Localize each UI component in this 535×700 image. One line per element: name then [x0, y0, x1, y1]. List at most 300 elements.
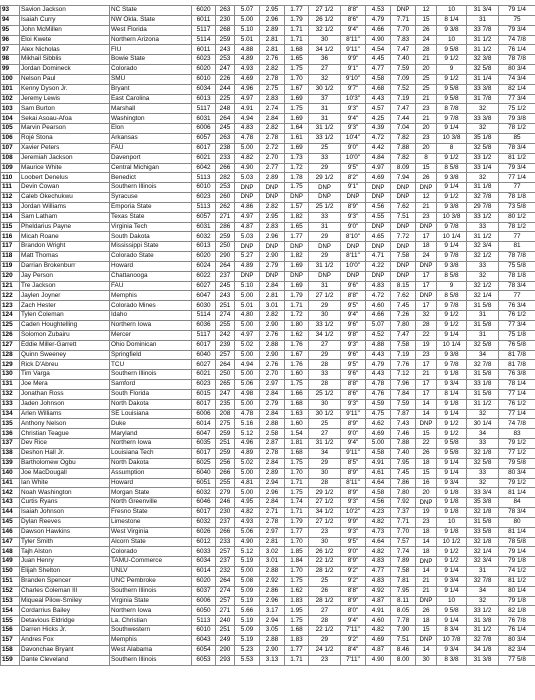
- broad-jump-cell: 9'9": [341, 517, 366, 527]
- ten-split-cell: 1.77: [285, 645, 309, 655]
- height-cell: 6006: [192, 596, 216, 606]
- twenty-split-cell: 2.77: [260, 163, 285, 173]
- rank-cell: 121: [1, 281, 20, 291]
- player-name-cell: Kenny Dyson Jr.: [20, 84, 110, 94]
- three-cone-cell: 7.47: [391, 330, 416, 340]
- forty-yard-cell: 5.19: [235, 596, 260, 606]
- ten-split-cell: 1.82: [285, 252, 309, 262]
- broad-jump-cell: 9'6": [341, 281, 366, 291]
- school-cell: Alcorn State: [110, 537, 192, 547]
- vertical-jump-cell: 26 1/2: [309, 15, 341, 25]
- school-cell: Colorado Mines: [110, 301, 192, 311]
- hand-size-cell: 9 3/4: [437, 380, 467, 390]
- short-shuttle-cell: 4.65: [366, 232, 391, 242]
- weight-cell: 246: [216, 498, 235, 508]
- weight-cell: 266: [216, 163, 235, 173]
- ten-split-cell: 1.70: [285, 537, 309, 547]
- hand-size-cell: 9 1/8: [437, 508, 467, 518]
- player-name-cell: Andres Fox: [20, 636, 110, 646]
- table-row: [1, 311, 535, 321]
- vertical-jump-cell: 29: [309, 232, 341, 242]
- short-shuttle-cell: 4.54: [366, 45, 391, 55]
- ten-split-cell: 1.75: [285, 488, 309, 498]
- table-row: [1, 350, 535, 360]
- weight-cell: 251: [216, 301, 235, 311]
- hand-size-cell: 9 3/4: [437, 478, 467, 488]
- forty-yard-cell: 5.66: [235, 606, 260, 616]
- short-shuttle-cell: 4.84: [366, 153, 391, 163]
- rank-cell: 96: [1, 35, 20, 45]
- broad-jump-cell: 9'8": [341, 330, 366, 340]
- school-cell: Southern Illinois: [110, 183, 192, 193]
- table-row: [1, 133, 535, 143]
- vertical-jump-cell: 28: [309, 616, 341, 626]
- player-name-cell: Eddie Miller-Garrett: [20, 340, 110, 350]
- vertical-jump-cell: 37: [309, 94, 341, 104]
- short-shuttle-cell: 4.69: [366, 429, 391, 439]
- short-shuttle-cell: 4.43: [366, 94, 391, 104]
- player-name-cell: Jordan Domineck: [20, 65, 110, 75]
- hand-size-cell: 9 1/4: [437, 458, 467, 468]
- vertical-jump-cell: 26: [309, 586, 341, 596]
- bench-press-cell: 26: [416, 448, 437, 458]
- three-cone-cell: 8.46: [391, 645, 416, 655]
- short-shuttle-cell: 4.39: [366, 124, 391, 134]
- hand-size-cell: 8 5/8: [437, 163, 467, 173]
- bench-press-cell: 21: [416, 576, 437, 586]
- player-name-cell: John McMillen: [20, 25, 110, 35]
- bench-press-cell: 12: [416, 6, 437, 16]
- weight-cell: 233: [216, 153, 235, 163]
- wingspan-cell: 78 1/4: [499, 380, 535, 390]
- player-name-cell: Jordan Williams: [20, 202, 110, 212]
- forty-yard-cell: 4.91: [235, 104, 260, 114]
- forty-yard-cell: 4.94: [235, 360, 260, 370]
- hand-size-cell: 9 5/8: [437, 606, 467, 616]
- short-shuttle-cell: 4.71: [366, 252, 391, 262]
- rank-cell: 156: [1, 626, 20, 636]
- wingspan-cell: 76 1/2: [499, 399, 535, 409]
- three-cone-cell: 7.87: [391, 409, 416, 419]
- height-cell: 6050: [192, 606, 216, 616]
- forty-yard-cell: 5.00: [235, 350, 260, 360]
- player-name-cell: Darren Hicks Jr.: [20, 626, 110, 636]
- wingspan-cell: 74 7/8: [499, 35, 535, 45]
- school-cell: Northern Iowa: [110, 606, 192, 616]
- wingspan-cell: 77 1/4: [499, 389, 535, 399]
- table-row: [1, 429, 535, 439]
- forty-yard-cell: 5.19: [235, 616, 260, 626]
- forty-yard-cell: 4.80: [235, 311, 260, 321]
- forty-yard-cell: 4.88: [235, 45, 260, 55]
- weight-cell: 265: [216, 380, 235, 390]
- forty-yard-cell: 4.86: [235, 202, 260, 212]
- short-shuttle-cell: 4.64: [366, 537, 391, 547]
- forty-yard-cell: 5.00: [235, 468, 260, 478]
- school-cell: Mississippi State: [110, 242, 192, 252]
- weight-cell: 208: [216, 409, 235, 419]
- wingspan-cell: 80 1/4: [499, 586, 535, 596]
- broad-jump-cell: 9'0": [341, 143, 366, 153]
- table-row: [1, 84, 535, 94]
- hand-size-cell: 9 1/2: [437, 153, 467, 163]
- height-cell: 6017: [192, 448, 216, 458]
- hand-size-cell: 9 5/8: [437, 94, 467, 104]
- height-cell: 6036: [192, 321, 216, 331]
- ten-split-cell: 1.83: [285, 596, 309, 606]
- three-cone-cell: 7.90: [391, 626, 416, 636]
- twenty-split-cell: 2.79: [260, 399, 285, 409]
- twenty-split-cell: 3.05: [260, 626, 285, 636]
- school-cell: UNLV: [110, 567, 192, 577]
- twenty-split-cell: 3.13: [260, 655, 285, 665]
- hand-size-cell: 9 1/2: [437, 429, 467, 439]
- short-shuttle-cell: 4.76: [366, 389, 391, 399]
- table-row: [1, 508, 535, 518]
- arm-length-cell: 31 3/8: [467, 655, 499, 665]
- player-name-cell: Sekai Asoau-Afoa: [20, 114, 110, 124]
- short-shuttle-cell: 4.43: [366, 370, 391, 380]
- arm-length-cell: 31 3/4: [467, 6, 499, 16]
- wingspan-cell: 75 1/2: [499, 104, 535, 114]
- broad-jump-cell: 8'6": [341, 15, 366, 25]
- broad-jump-cell: 9'2": [341, 636, 366, 646]
- hand-size-cell: 10 1/2: [437, 537, 467, 547]
- hand-size-cell: 10 1/4: [437, 340, 467, 350]
- bench-press-cell: 28: [416, 321, 437, 331]
- twenty-split-cell: 2.75: [260, 84, 285, 94]
- weight-cell: 233: [216, 537, 235, 547]
- table-row: [1, 478, 535, 488]
- table-row: [1, 242, 535, 252]
- height-cell: 6053: [192, 655, 216, 665]
- hand-size-cell: 10: [437, 596, 467, 606]
- broad-jump-cell: 9'3": [341, 340, 366, 350]
- height-cell: 6040: [192, 468, 216, 478]
- rank-cell: 127: [1, 340, 20, 350]
- forty-yard-cell: DNP: [235, 271, 260, 281]
- arm-length-cell: 31: [467, 330, 499, 340]
- short-shuttle-cell: 4.58: [366, 488, 391, 498]
- broad-jump-cell: 9'2": [341, 567, 366, 577]
- short-shuttle-cell: 4.82: [366, 626, 391, 636]
- ten-split-cell: 1.57: [285, 202, 309, 212]
- player-name-cell: Tajh Alston: [20, 547, 110, 557]
- weight-cell: 245: [216, 281, 235, 291]
- weight-cell: 238: [216, 143, 235, 153]
- twenty-split-cell: 2.90: [260, 645, 285, 655]
- player-name-cell: Brandon Wright: [20, 242, 110, 252]
- three-cone-cell: 7.89: [391, 557, 416, 567]
- three-cone-cell: DNP: [391, 261, 416, 271]
- hand-size-cell: 8 3/4: [437, 626, 467, 636]
- hand-size-cell: 9 1/8: [437, 370, 467, 380]
- hand-size-cell: 9 1/2: [437, 74, 467, 84]
- rank-cell: 107: [1, 143, 20, 153]
- arm-length-cell: 33 7/8: [467, 25, 499, 35]
- ten-split-cell: 1.60: [285, 419, 309, 429]
- height-cell: 6021: [192, 370, 216, 380]
- forty-yard-cell: 4.93: [235, 65, 260, 75]
- height-cell: 6037: [192, 586, 216, 596]
- table-row: [1, 586, 535, 596]
- height-cell: 6040: [192, 350, 216, 360]
- rank-cell: 94: [1, 15, 20, 25]
- short-shuttle-cell: 4.83: [366, 281, 391, 291]
- hand-size-cell: 10: [437, 517, 467, 527]
- forty-yard-cell: 4.82: [235, 508, 260, 518]
- player-name-cell: Joe MacDougall: [20, 468, 110, 478]
- broad-jump-cell: DNP: [341, 193, 366, 203]
- table-row: [1, 35, 535, 45]
- three-cone-cell: 7.40: [391, 448, 416, 458]
- twenty-split-cell: 2.79: [260, 261, 285, 271]
- bench-press-cell: 32: [416, 311, 437, 321]
- ten-split-cell: 1.70: [285, 468, 309, 478]
- broad-jump-cell: 9'3": [341, 104, 366, 114]
- forty-yard-cell: 5.00: [235, 399, 260, 409]
- table-row: [1, 202, 535, 212]
- bench-press-cell: 18: [416, 458, 437, 468]
- wingspan-cell: 77 1/4: [499, 173, 535, 183]
- wingspan-cell: 79 3/4: [499, 163, 535, 173]
- weight-cell: 259: [216, 429, 235, 439]
- weight-cell: 251: [216, 439, 235, 449]
- rank-cell: 101: [1, 84, 20, 94]
- broad-jump-cell: 9'3": [341, 212, 366, 222]
- school-cell: Duke: [110, 419, 192, 429]
- bench-press-cell: 17: [416, 281, 437, 291]
- hand-size-cell: 9 1/4: [437, 409, 467, 419]
- arm-length-cell: 31: [467, 567, 499, 577]
- arm-length-cell: 34: [467, 586, 499, 596]
- wingspan-cell: 76 1/4: [499, 626, 535, 636]
- table-row: [1, 517, 535, 527]
- school-cell: Emporia State: [110, 202, 192, 212]
- forty-yard-cell: 4.81: [235, 478, 260, 488]
- twenty-split-cell: 2.84: [260, 498, 285, 508]
- wingspan-cell: 78 1/8: [499, 271, 535, 281]
- ten-split-cell: 1.68: [285, 626, 309, 636]
- short-shuttle-cell: 4.83: [366, 557, 391, 567]
- wingspan-cell: 78 1/2: [499, 222, 535, 232]
- table-row: [1, 330, 535, 340]
- broad-jump-cell: 8'10": [341, 232, 366, 242]
- weight-cell: 271: [216, 606, 235, 616]
- vertical-jump-cell: 30: [309, 537, 341, 547]
- short-shuttle-cell: 4.90: [366, 655, 391, 665]
- twenty-split-cell: 3.02: [260, 547, 285, 557]
- height-cell: 6020: [192, 6, 216, 16]
- bench-press-cell: 18: [416, 242, 437, 252]
- twenty-split-cell: 2.90: [260, 350, 285, 360]
- forty-yard-cell: 5.12: [235, 547, 260, 557]
- short-shuttle-cell: 4.69: [366, 636, 391, 646]
- wingspan-cell: 77 3/4: [499, 321, 535, 331]
- twenty-split-cell: 2.95: [260, 6, 285, 16]
- weight-cell: 244: [216, 84, 235, 94]
- weight-cell: 286: [216, 222, 235, 232]
- table-row: [1, 360, 535, 370]
- twenty-split-cell: DNP: [260, 271, 285, 281]
- arm-length-cell: 33 5/8: [467, 527, 499, 537]
- vertical-jump-cell: 27: [309, 429, 341, 439]
- broad-jump-cell: 9'0": [341, 429, 366, 439]
- vertical-jump-cell: 25: [309, 419, 341, 429]
- vertical-jump-cell: 30: [309, 311, 341, 321]
- school-cell: Memphis: [110, 636, 192, 646]
- twenty-split-cell: 2.90: [260, 252, 285, 262]
- school-cell: Samford: [110, 380, 192, 390]
- height-cell: 5114: [192, 311, 216, 321]
- vertical-jump-cell: 31: [309, 104, 341, 114]
- school-cell: Fresno State: [110, 508, 192, 518]
- height-cell: 6031: [192, 114, 216, 124]
- height-cell: 6011: [192, 45, 216, 55]
- player-name-cell: Tim Varga: [20, 370, 110, 380]
- short-shuttle-cell: 4.56: [366, 202, 391, 212]
- ten-split-cell: 1.72: [285, 311, 309, 321]
- weight-cell: 253: [216, 55, 235, 65]
- twenty-split-cell: 2.70: [260, 153, 285, 163]
- arm-length-cell: 33 3/8: [467, 84, 499, 94]
- broad-jump-cell: 8'9": [341, 419, 366, 429]
- wingspan-cell: 77: [499, 291, 535, 301]
- rank-cell: 152: [1, 586, 20, 596]
- rank-cell: 98: [1, 55, 20, 65]
- ten-split-cell: 1.71: [285, 655, 309, 665]
- forty-yard-cell: 5.00: [235, 488, 260, 498]
- wingspan-cell: 75 1/8: [499, 330, 535, 340]
- rank-cell: 100: [1, 74, 20, 84]
- weight-cell: 264: [216, 360, 235, 370]
- rank-cell: 103: [1, 104, 20, 114]
- hand-size-cell: 9 1/8: [437, 488, 467, 498]
- table-row: [1, 626, 535, 636]
- weight-cell: 232: [216, 567, 235, 577]
- weight-cell: 251: [216, 626, 235, 636]
- ten-split-cell: 1.75: [285, 380, 309, 390]
- forty-yard-cell: 4.96: [235, 84, 260, 94]
- three-cone-cell: 7.57: [391, 537, 416, 547]
- three-cone-cell: 7.88: [391, 439, 416, 449]
- broad-jump-cell: 9'2": [341, 576, 366, 586]
- forty-yard-cell: 4.97: [235, 94, 260, 104]
- vertical-jump-cell: 33: [309, 212, 341, 222]
- school-cell: Howard: [110, 478, 192, 488]
- height-cell: 6020: [192, 576, 216, 586]
- weight-cell: 290: [216, 252, 235, 262]
- twenty-split-cell: 2.89: [260, 173, 285, 183]
- short-shuttle-cell: 4.72: [366, 133, 391, 143]
- rank-cell: 122: [1, 291, 20, 301]
- broad-jump-cell: 9'11": [341, 45, 366, 55]
- three-cone-cell: 7.62: [391, 202, 416, 212]
- twenty-split-cell: 2.95: [260, 212, 285, 222]
- arm-length-cell: 32 1/2: [467, 281, 499, 291]
- broad-jump-cell: 8'11": [341, 252, 366, 262]
- broad-jump-cell: 7'11": [341, 655, 366, 665]
- wingspan-cell: 78 7/8: [499, 252, 535, 262]
- arm-length-cell: 32 7/8: [467, 193, 499, 203]
- vertical-jump-cell: 29: [309, 252, 341, 262]
- arm-length-cell: 31 5/8: [467, 517, 499, 527]
- three-cone-cell: 7.71: [391, 517, 416, 527]
- twenty-split-cell: 2.94: [260, 478, 285, 488]
- rank-cell: 137: [1, 439, 20, 449]
- three-cone-cell: 7.70: [391, 25, 416, 35]
- school-cell: SE Louisiana: [110, 409, 192, 419]
- ten-split-cell: 1.54: [285, 429, 309, 439]
- wingspan-cell: 85: [499, 133, 535, 143]
- rank-cell: 126: [1, 330, 20, 340]
- weight-cell: 290: [216, 645, 235, 655]
- bench-press-cell: DNP: [416, 419, 437, 429]
- hand-size-cell: 8 1/4: [437, 15, 467, 25]
- school-cell: Washington: [110, 114, 192, 124]
- vertical-jump-cell: DNP: [309, 271, 341, 281]
- ten-split-cell: 1.65: [285, 55, 309, 65]
- school-cell: Northern Arizona: [110, 35, 192, 45]
- school-cell: Virginia State: [110, 596, 192, 606]
- forty-yard-cell: 5.10: [235, 25, 260, 35]
- short-shuttle-cell: 5.07: [366, 321, 391, 331]
- short-shuttle-cell: 4.60: [366, 301, 391, 311]
- twenty-split-cell: 2.96: [260, 232, 285, 242]
- short-shuttle-cell: 4.58: [366, 448, 391, 458]
- player-name-cell: Ian White: [20, 478, 110, 488]
- three-cone-cell: DNP: [391, 183, 416, 193]
- rank-cell: 143: [1, 498, 20, 508]
- table-row: [1, 557, 535, 567]
- school-cell: South Florida: [110, 389, 192, 399]
- twenty-split-cell: 2.96: [260, 488, 285, 498]
- broad-jump-cell: 9'10": [341, 74, 366, 84]
- school-cell: Idaho: [110, 311, 192, 321]
- ten-split-cell: 1.71: [285, 35, 309, 45]
- vertical-jump-cell: 31 1/2: [309, 439, 341, 449]
- school-cell: Syracuse: [110, 193, 192, 203]
- arm-length-cell: 31 1/4: [467, 74, 499, 84]
- school-cell: Central Michigan: [110, 163, 192, 173]
- arm-length-cell: 33: [467, 222, 499, 232]
- ten-split-cell: 1.84: [285, 557, 309, 567]
- rank-cell: 123: [1, 301, 20, 311]
- vertical-jump-cell: 30: [309, 35, 341, 45]
- bench-press-cell: 23: [416, 517, 437, 527]
- bench-press-cell: 17: [416, 380, 437, 390]
- player-name-cell: Dylan Reeves: [20, 517, 110, 527]
- rank-cell: 113: [1, 202, 20, 212]
- twenty-split-cell: 2.82: [260, 311, 285, 321]
- arm-length-cell: 32 5/8: [467, 143, 499, 153]
- height-cell: 6025: [192, 458, 216, 468]
- three-cone-cell: 7.74: [391, 547, 416, 557]
- table-row: [1, 222, 535, 232]
- hand-size-cell: 9 7/8: [437, 360, 467, 370]
- ten-split-cell: 1.83: [285, 636, 309, 646]
- three-cone-cell: 7.37: [391, 508, 416, 518]
- hand-size-cell: 9 3/8: [437, 350, 467, 360]
- broad-jump-cell: 8'9": [341, 202, 366, 212]
- arm-length-cell: 34: [467, 350, 499, 360]
- vertical-jump-cell: 30 1/2: [309, 84, 341, 94]
- short-shuttle-cell: 4.42: [366, 143, 391, 153]
- twenty-split-cell: 2.74: [260, 104, 285, 114]
- school-cell: Southern Illinois: [110, 586, 192, 596]
- wingspan-cell: 79 1/2: [499, 439, 535, 449]
- rank-cell: 132: [1, 389, 20, 399]
